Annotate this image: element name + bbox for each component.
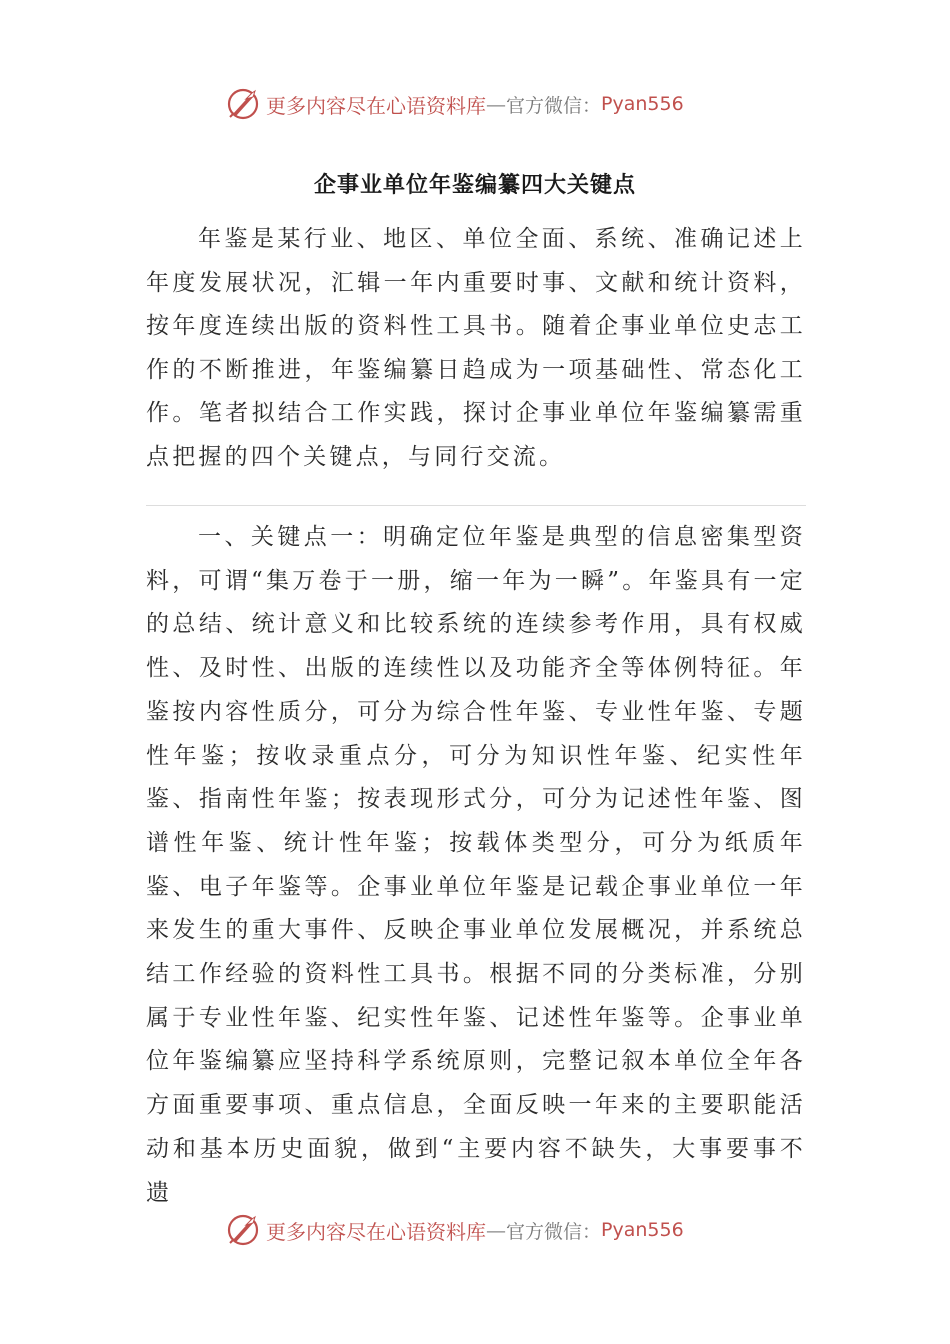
footer-watermark-banner (226, 1210, 746, 1250)
header-watermark-banner (226, 84, 746, 124)
document-title: 企事业单位年鉴编纂四大关键点 (313, 172, 636, 198)
banner-separator: — (486, 1218, 506, 1242)
intro-paragraph: 年鉴是某行业、地区、单位全面、系统、准确记述上年度发展状况，汇辑一年内重要时事、文献和统计资料，按年度连续出版的资料性工具书。随着企事业单位史志工作的不断推进，年鉴编纂日趋成为一项基础性、常态化工作。笔者拟结合工作实践，探讨企事业单位年鉴编纂需重点把握的四个关键点，与同行交流。 (146, 226, 806, 470)
banner-text: 更多内容尽在心语资料库 (266, 93, 486, 118)
banner-separator: — (486, 92, 506, 116)
quill-pen-logo-icon (226, 1213, 260, 1247)
banner-wechat-id: Pyan556 (601, 93, 684, 115)
banner-wechat-label: 官方微信： (506, 94, 602, 117)
section-1-paragraph: 一、关键点一：明确定位年鉴是典型的信息密集型资料，可谓“集万卷于一册，缩一年为一瞬”。年鉴具有一定的总结、统计意义和比较系统的连续参考作用，具有权威性、及时性、出版的连续性以及功能齐全等体例特征。年鉴按内容性质分，可分为综合性年鉴、专业性年鉴、专题性年鉴；按收录重点分，可分为知识性年鉴、纪实性年鉴、指南性年鉴；按表现形式分，可分为记述性年鉴、图谱性年鉴、统计性年鉴；按载体类型分，可分为纸质年鉴、电子年鉴等。企事业单位年鉴是记载企事业单位一年来发生的重大事件、反映企事业单位发展概况，并系统总结工作经验的资料性工具书。根据不同的分类标准，分别属于专业性年鉴、纪实性年鉴、记述性年鉴等。企事业单位年鉴编纂应坚持科学系统原则，完整记叙本单位全年各方面重要事项、重点信息，全面反映一年来的主要职能活动和基本历史面貌，做到“主要内容不缺失，大事要事不遗 (146, 524, 806, 1206)
quill-pen-logo-icon (226, 87, 260, 121)
section-divider (146, 505, 806, 506)
banner-wechat-label: 官方微信： (506, 1220, 602, 1243)
banner-text: 更多内容尽在心语资料库 (266, 1219, 486, 1244)
banner-wechat-id: Pyan556 (601, 1219, 684, 1241)
